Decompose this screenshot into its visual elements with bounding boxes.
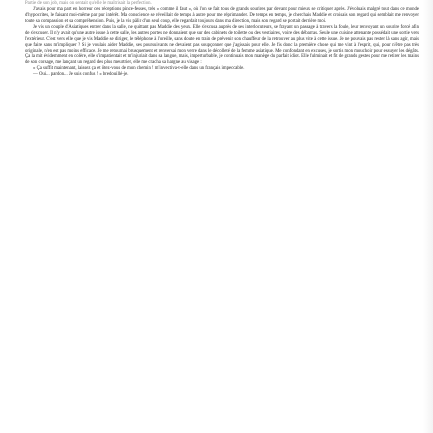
page-edge-shadow bbox=[423, 0, 433, 433]
paragraph-asian-couple: Je vis un couple d'Asiatiques entrer dans la salle, ne quittant pas Maddie des yeux. Elle s'excusa auprès de ses interlocuteurs, se frayant un passage à travers la foule, leur renvoyant un sourire forcé afin de s'excuser. Il n'y avait qu'une autre issue à cette salle, les autres portes ne donnaient que sur des cabinets de toilette ou des vestiaires, voire des débarras. Seule une cuisine attenante possédait une sortie vers l'extérieur. C'est vers elle que je vis Maddie se diriger, le téléphone à l'oreille, sans doute en train de prévenir son chauffeur de la retrouver au plus vite à cette issue. Je ne pouvais pas rester là sans agir, mais que faire sans m'impliquer ? Si je voulais aider Maddie, ses poursuivants ne devaient pas soupçonner que j'agissais pour elle. Je fis donc la première chose qui me vint à l'esprit, qui, pour n'être pas très originale, n'en est pas moins efficace. Je me retournai brusquement et renversai mon verre dans le décolleté de la femme asiatique. Me confondant en excuses, je sortis mon mouchoir pour essuyer les dégâts. Ça la mit évidemment en colère, elle s'impatientait et m'injuriait dans sa langue, mais, imperturbable, je continuais mon manège du parfait idiot. Elle fulminait et fit de grands gestes pour me retirer les mains de son corsage, me lançant un regard des plus meurtrier, elle me cracha sa hargne au visage : bbox=[25, 24, 419, 66]
paragraph-receptions: J'avais pour ma part en horreur ces réceptions pince-fesses, très « comme il faut », où l'on se fait tous de grands sourires par devant pour mieux se critiquer après. J'évoluais malgré tout dans ce monde d'hypocrites, le faisant moi-même par pur intérêt. Ma conscience se réveillait de temps à autre pour me réprimander. De temps en temps, je cherchais Maddie et croisais son regard qui semblait me renvoyer toute sa compassion et sa compréhension. Puis, je la vis pâlir d'un seul coup, elle regardait toujours dans ma direction, mais son regard se portait derrière moi. bbox=[25, 6, 419, 24]
dialogue-line-narrator: — Oui... pardon... Je suis confus ! » bredouillé-je. bbox=[33, 72, 129, 78]
dialogue-line-woman: « Ça suffit maintenant, laissez ça et ôtez-vous de mon chemin ! m'invectiva-t-elle dans un français impeccable. bbox=[33, 66, 245, 72]
opening-line-text: Partie de son job, mais on sentait qu'elle le maîtrisait la perfection. bbox=[25, 1, 152, 6]
